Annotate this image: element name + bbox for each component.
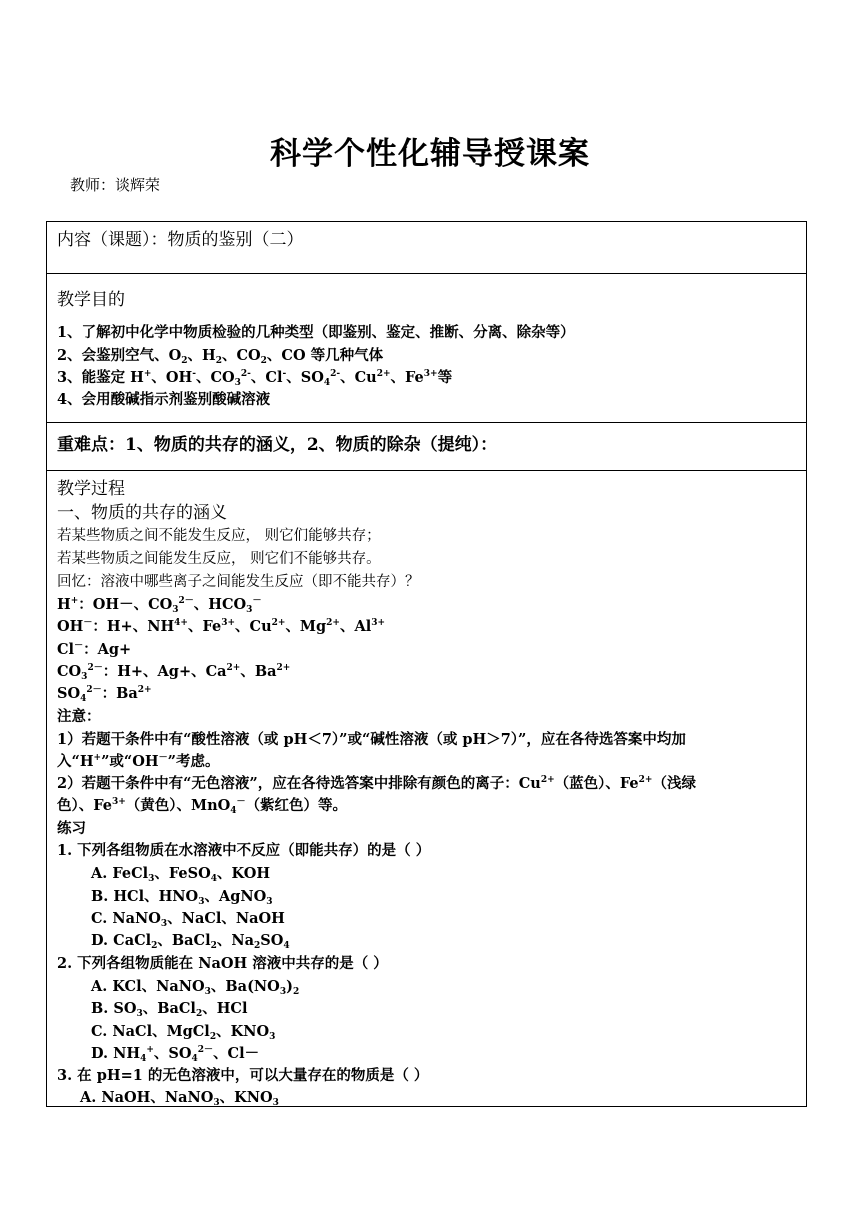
teacher-name: 教师：谈辉荣 (70, 176, 161, 194)
question-2: 2. 下列各组物质能在 NaOH 溶液中共存的是（ ） (57, 955, 388, 972)
q1-option-c: C. NaNO$_3$、NaCl、NaOH (91, 910, 285, 929)
coexist-rule-1: 若某些物质之间不能发生反应， 则它们能够共存； (57, 528, 381, 544)
q1-option-a: A. FeCl$_3$、FeSO$_4$、KOH (91, 865, 271, 884)
key-points-text: 重难点：1、物质的共存的涵义，2、物质的除杂（提纯）： (57, 435, 498, 455)
ion-line-cl: Cl－：Ag+ (57, 641, 132, 658)
practice-label: 练习 (57, 820, 86, 837)
note-1-line-2: 入“H+”或“OH－”考虑。 (57, 753, 220, 770)
ion-line-h: H+：OH－、$CO_3^{2-}$、$HCO_3^-$ (57, 596, 262, 615)
question-3: 3. 在 pH=1 的无色溶液中，可以大量存在的物质是（ ） (57, 1067, 429, 1084)
q2-option-d: D. $NH_4^+$、$SO_4^{2-}$、Cl－ (91, 1045, 260, 1064)
note-1-line-1: 1）若题干条件中有“酸性溶液（或 pH＜7）”或“碱性溶液（或 pH＞7）”，应在各待选答案中均加 (57, 731, 686, 748)
q2-option-b: B. $SO_3$、BaCl$_2$、HCl (91, 1000, 248, 1019)
note-2-line-2: 色）、$Fe^{3+}$（黄色）、MnO$_4$－（紫红色）等。 (57, 797, 348, 816)
coexist-rule-2: 若某些物质之间能发生反应， 则它们不能够共存。 (57, 551, 381, 567)
q1-option-b: B. HCl、$HNO_3$、AgNO$_3$ (91, 888, 273, 907)
ion-line-oh: OH－：H+、$NH^{4+}$、$Fe^{3+}$、$Cu^{2+}$、$Mg^{2+}$、$Al^{3+}$ (57, 618, 386, 635)
topic-row (47, 222, 806, 274)
note-2-line-1: 2）若题干条件中有“无色溶液”，应在各待选答案中排除有颜色的离子：$Cu^{2+}$（蓝色）、$Fe^{2+}$（浅绿 (57, 775, 696, 792)
process-row (47, 471, 806, 1107)
process-heading: 教学过程 (57, 479, 125, 499)
objective-item: 3、能鉴定 H+、OH-、$CO_3^{2-}$、Cl-、$SO_4^{2-}$、$Cu^{2+}$、$Fe^{3+}$等 (57, 369, 453, 388)
objective-item: 1、了解初中化学中物质检验的几种类型（即鉴别、鉴定、推断、分离、除杂等） (57, 324, 575, 341)
objective-item: 2、会鉴别空气、$O_2$、$H_2$、$CO_2$、CO 等几种气体 (57, 347, 384, 366)
key-points-row (47, 423, 806, 471)
objectives-row (47, 274, 806, 423)
ion-line-co3: $CO_3^{2-}$：H+、Ag+、$Ca^{2+}$、$Ba^{2+}$ (57, 663, 291, 682)
objective-item: 4、会用酸碱指示剂鉴别酸碱溶液 (57, 391, 271, 408)
document-title: 科学个性化辅导授课案 (270, 136, 590, 172)
topic-text: 内容（课题）：物质的鉴别（二） (57, 230, 304, 250)
objectives-heading: 教学目的 (57, 290, 125, 310)
recall-question: 回忆：溶液中哪些离子之间能发生反应（即不能共存）？ (57, 574, 420, 590)
q2-option-c: C. NaCl、MgCl$_2$、$KNO_3$ (91, 1023, 276, 1042)
question-1: 1. 下列各组物质在水溶液中不反应（即能共存）的是（ ） (57, 842, 431, 859)
q1-option-d: D. CaCl$_2$、BaCl$_2$、$Na_2SO_4$ (91, 932, 290, 951)
q2-option-a: A. KCl、NaNO$_3$、$Ba(NO_3)_2$ (91, 978, 300, 997)
lesson-table (46, 221, 807, 1107)
q3-option-a: A. NaOH、NaNO$_3$、$KNO_3$ (80, 1089, 279, 1108)
section-title: 一、物质的共存的涵义 (57, 503, 227, 523)
note-label: 注意： (57, 708, 101, 725)
ion-line-so4: $SO_4^{2-}$：$Ba^{2+}$ (57, 685, 152, 704)
